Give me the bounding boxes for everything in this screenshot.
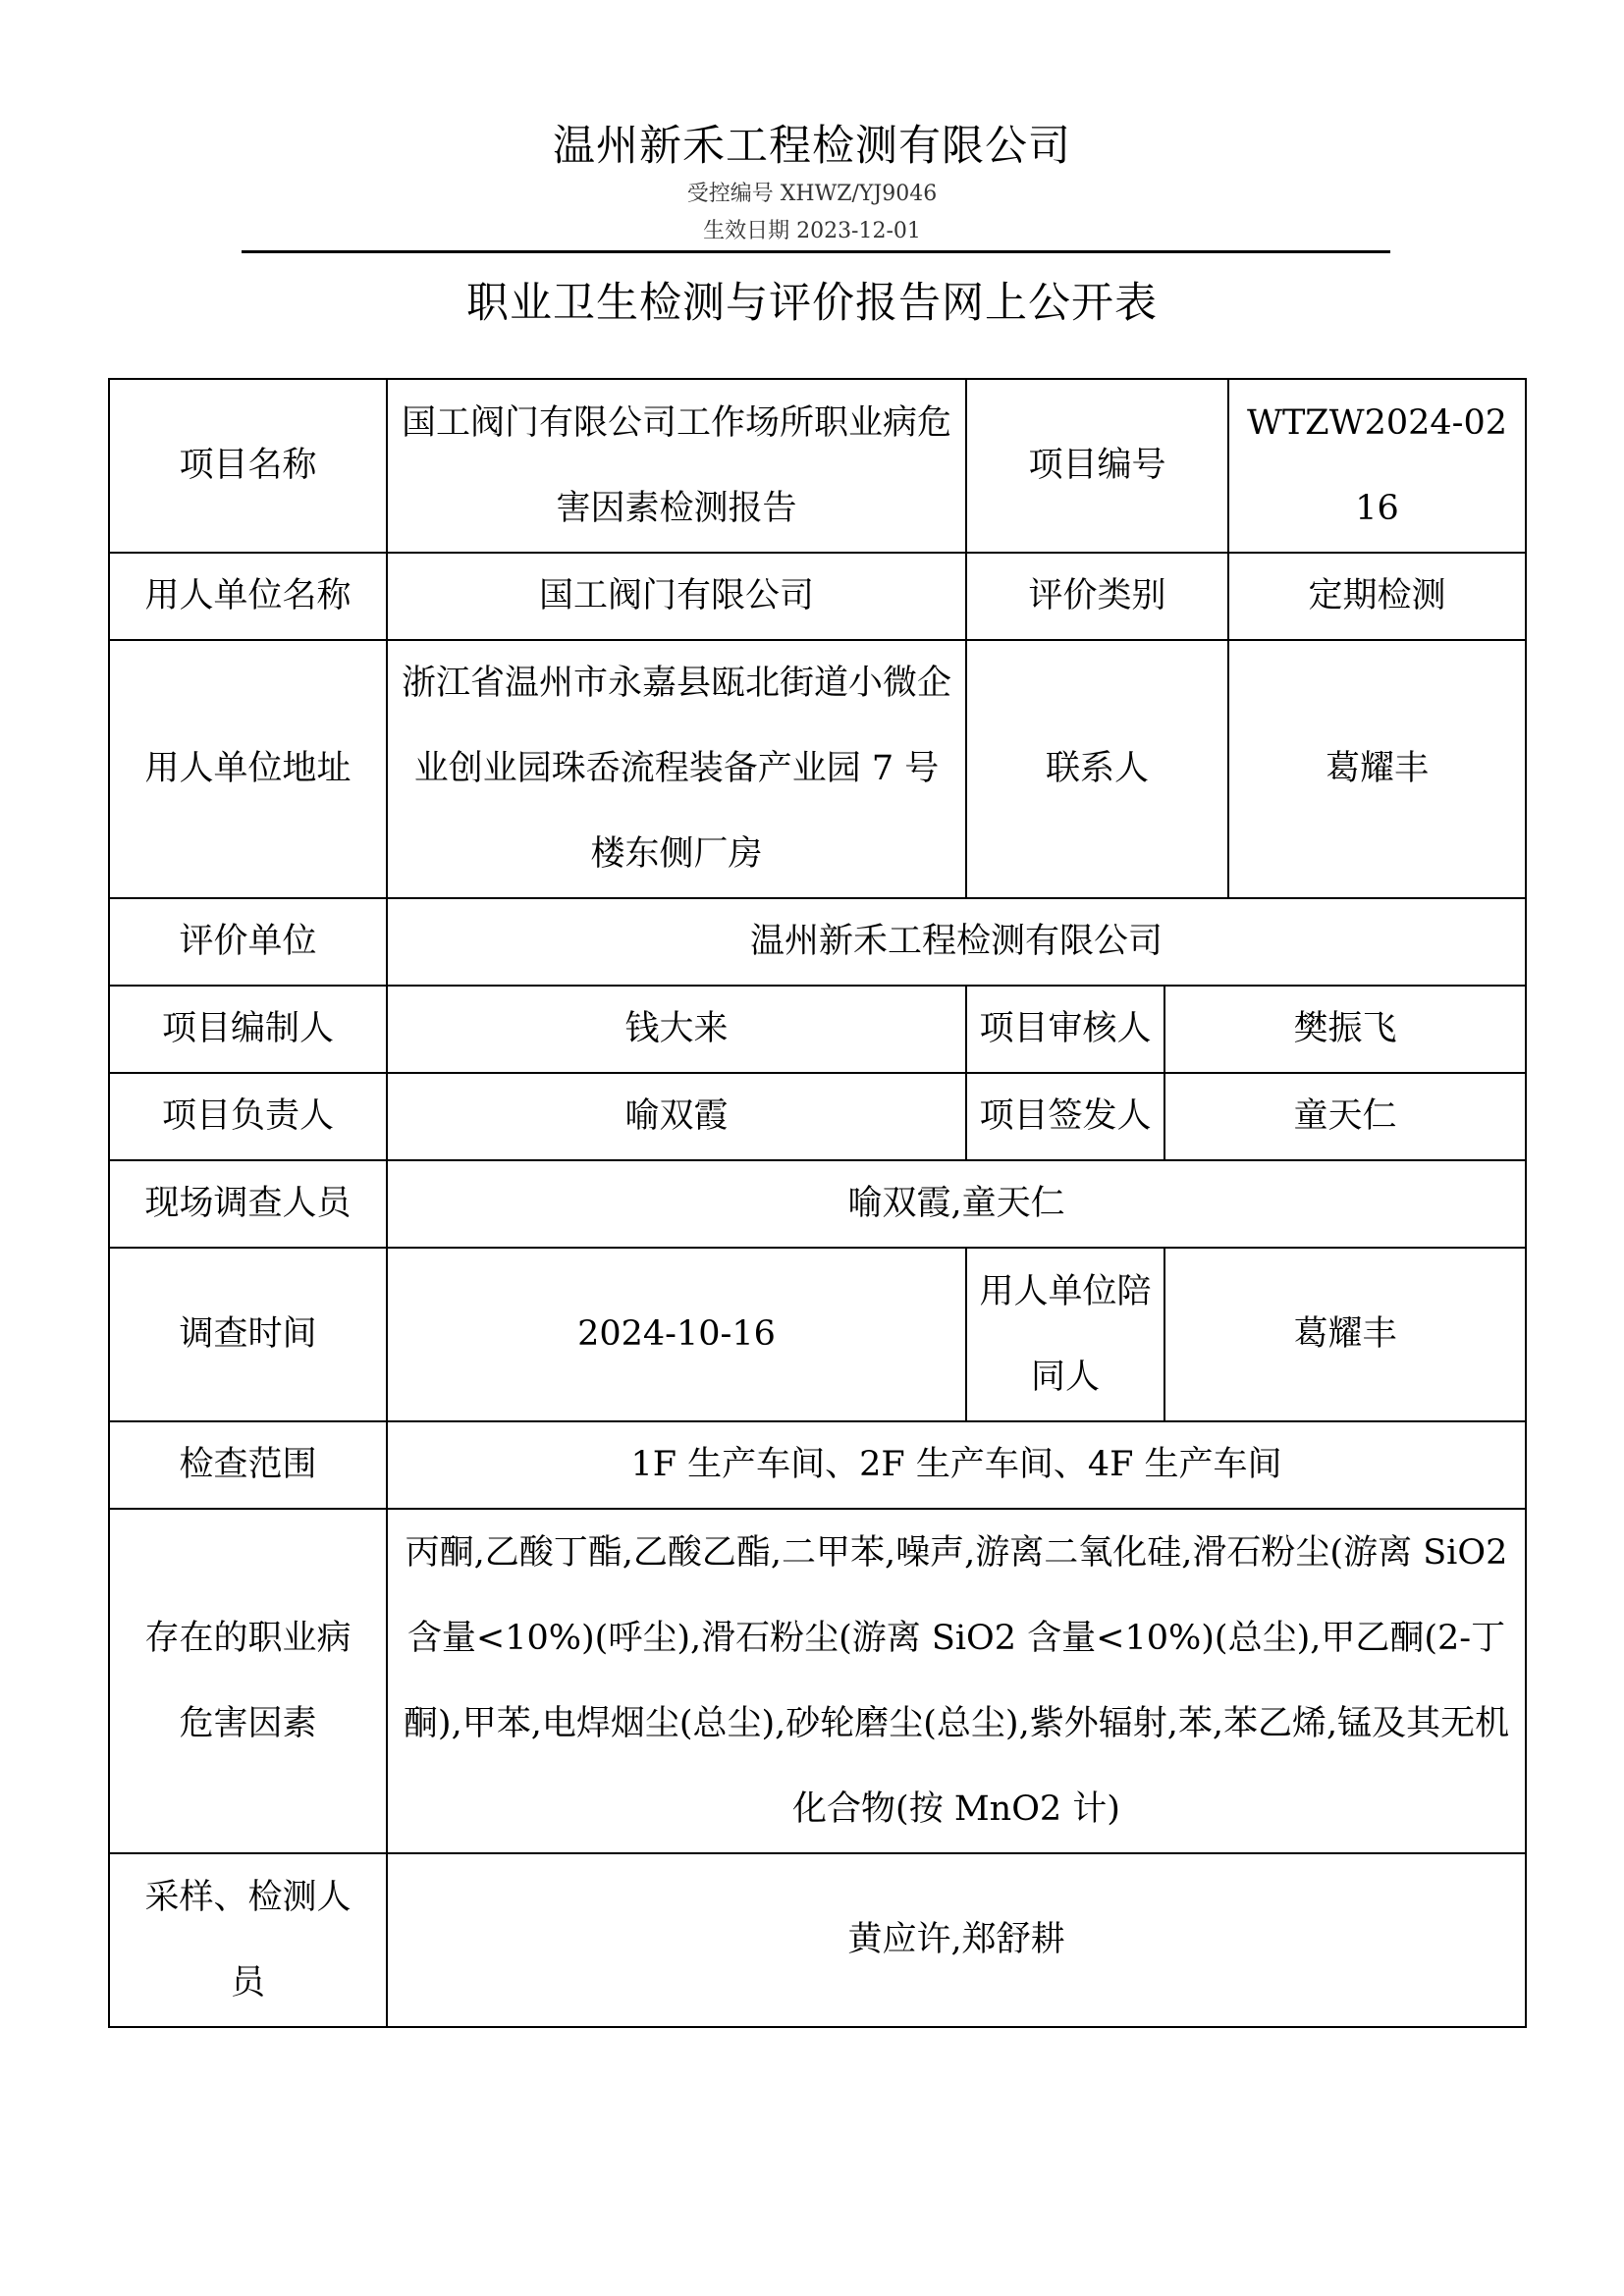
header-divider [242,250,1390,253]
compiler-label: 项目编制人 [109,986,387,1073]
address-label: 用人单位地址 [109,640,387,898]
eval-type-value: 定期检测 [1228,553,1526,640]
control-number: 受控编号 XHWZ/YJ9046 [686,182,938,206]
companion-value: 葛耀丰 [1164,1248,1526,1421]
project-no-label: 项目编号 [966,379,1228,553]
project-name-label: 项目名称 [109,379,387,553]
company-name: 温州新禾工程检测有限公司 [553,122,1071,171]
leader-value: 喻双霞 [387,1073,966,1160]
scope-value: 1F 生产车间、2F 生产车间、4F 生产车间 [387,1421,1526,1509]
disclosure-table [108,378,1527,2028]
effective-date: 生效日期 2023-12-01 [703,219,921,243]
issuer-value: 童天仁 [1164,1073,1526,1160]
employer-label: 用人单位名称 [109,553,387,640]
leader-label: 项目负责人 [109,1073,387,1160]
table-row [109,1248,1526,1421]
table-row [109,1160,1526,1248]
table-row [109,986,1526,1073]
contact-label: 联系人 [966,640,1228,898]
survey-time-label: 调查时间 [109,1248,387,1421]
hazards-value: 丙酮,乙酸丁酯,乙酸乙酯,二甲苯,噪声,游离二氧化硅,滑石粉尘(游离 SiO2 含量<10%)(呼尘),滑石粉尘(游离 SiO2 含量<10%)(总尘),甲乙酮(2-丁酮),甲苯,电焊烟尘(总尘),砂轮磨尘(总尘),紫外辐射,苯,苯乙烯,锰及其无机化合物(按 MnO2 计) [387,1509,1526,1853]
table-row [109,553,1526,640]
table-row [109,379,1526,553]
table-row [109,640,1526,898]
address-value: 浙江省温州市永嘉县瓯北街道小微企业创业园珠岙流程装备产业园 7 号楼东侧厂房 [387,640,966,898]
employer-value: 国工阀门有限公司 [387,553,966,640]
table-row [109,1073,1526,1160]
table-row [109,1421,1526,1509]
project-no-value: WTZW2024-0216 [1228,379,1526,553]
table-row [109,898,1526,986]
eval-unit-label: 评价单位 [109,898,387,986]
survey-time-value: 2024-10-16 [387,1248,966,1421]
table-row [109,1853,1526,2027]
samplers-label: 采样、检测人员 [109,1853,387,2027]
hazards-label: 存在的职业病危害因素 [109,1509,387,1853]
project-name-value: 国工阀门有限公司工作场所职业病危害因素检测报告 [387,379,966,553]
table-row [109,1509,1526,1853]
eval-type-label: 评价类别 [966,553,1228,640]
compiler-value: 钱大来 [387,986,966,1073]
eval-unit-value: 温州新禾工程检测有限公司 [387,898,1526,986]
contact-value: 葛耀丰 [1228,640,1526,898]
surveyors-label: 现场调查人员 [109,1160,387,1248]
surveyors-value: 喻双霞,童天仁 [387,1160,1526,1248]
samplers-value: 黄应许,郑舒耕 [387,1853,1526,2027]
companion-label: 用人单位陪同人 [966,1248,1164,1421]
reviewer-value: 樊振飞 [1164,986,1526,1073]
document-title: 职业卫生检测与评价报告网上公开表 [466,279,1158,328]
scope-label: 检查范围 [109,1421,387,1509]
issuer-label: 项目签发人 [966,1073,1164,1160]
reviewer-label: 项目审核人 [966,986,1164,1073]
